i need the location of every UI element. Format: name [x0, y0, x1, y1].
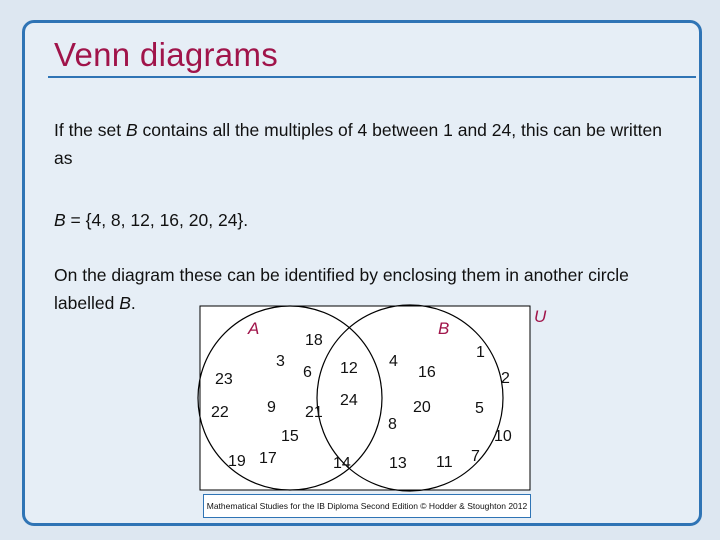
- venn-number: 16: [418, 364, 436, 381]
- diagram-text-end: .: [130, 293, 136, 313]
- copyright-footer: Mathematical Studies for the IB Diploma Second Edition © Hodder & Stoughton 2012: [203, 494, 531, 518]
- venn-number: 10: [494, 428, 512, 445]
- venn-number: 5: [475, 400, 484, 417]
- venn-number: 8: [388, 416, 397, 433]
- venn-number: 13: [389, 455, 407, 472]
- venn-number: 20: [413, 399, 431, 416]
- venn-number: 2: [501, 370, 510, 387]
- venn-number: 15: [281, 428, 299, 445]
- venn-number: 18: [305, 332, 323, 349]
- universal-set-label: U: [534, 307, 547, 326]
- set-definition-name: B: [54, 210, 66, 230]
- venn-number: 6: [303, 364, 312, 381]
- intro-text-start: If the set: [54, 120, 126, 140]
- venn-number: 14: [333, 455, 351, 472]
- venn-number: 24: [340, 392, 358, 409]
- venn-number: 3: [276, 353, 285, 370]
- set-b-label: B: [438, 319, 450, 338]
- set-a-label: A: [248, 319, 260, 338]
- venn-number: 17: [259, 450, 277, 467]
- intro-text-end: contains all the multiples of 4 between 1 and 24, this can be written as: [54, 120, 663, 168]
- venn-number: 7: [471, 448, 480, 465]
- slide-title: Venn diagrams: [54, 36, 279, 73]
- diagram-text-start: On the diagram these can be identified by enclosing them in another circle labelled: [54, 265, 629, 313]
- intro-set-name: B: [125, 120, 138, 140]
- venn-number: 12: [340, 360, 358, 377]
- venn-number: 22: [211, 404, 229, 421]
- venn-number: 1: [476, 344, 485, 361]
- venn-number: 11: [436, 454, 453, 471]
- venn-number: 21: [305, 404, 323, 421]
- set-definition-expression: = {4, 8, 12, 16, 20, 24}.: [65, 210, 249, 230]
- venn-number: 19: [228, 453, 246, 470]
- diagram-set-name: B: [119, 293, 131, 313]
- venn-number: 23: [215, 371, 233, 388]
- venn-number: 4: [389, 353, 398, 370]
- venn-number: 9: [267, 399, 276, 416]
